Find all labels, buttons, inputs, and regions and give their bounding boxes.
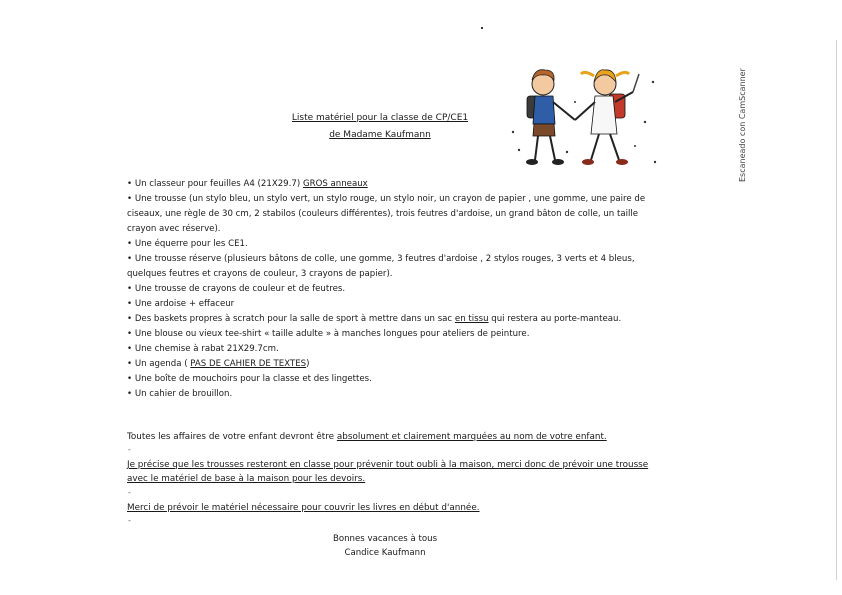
children-illustration [505, 62, 665, 178]
list-item: • Une trousse (un stylo bleu, un stylo vert, un stylo rouge, un stylo noir, un crayon de papier , une gomme, une paire de ciseaux, une règle de 30 cm, 2 stabilos (couleurs différentes), trois feutres d'ardoise, un grand bâton de colle, un taille crayon avec réserve). [127, 192, 647, 237]
separator-dash: - [128, 516, 131, 525]
list-item: • Une blouse ou vieux tee-shirt « taille adulte » à manches longues pour ateliers de peinture. [127, 327, 647, 342]
list-item: • Une boîte de mouchoirs pour la classe et des lingettes. [127, 372, 647, 387]
separator-dash: - [128, 445, 131, 454]
pencil-case-note: Je précise que les trousses resteront en classe pour prévenir tout oubli à la maison, merci donc de prévoir une trousse avec le matériel de base à la maison pour les devoirs. [127, 460, 649, 484]
list-item: • Des baskets propres à scratch pour la salle de sport à mettre dans un sac en tissu qui restera au porte-manteau. [127, 312, 647, 327]
scan-speck [481, 27, 483, 29]
supply-list [127, 177, 647, 402]
signature-name: Candice Kaufmann [344, 548, 426, 558]
closing-greeting: Bonnes vacances à tous [332, 534, 438, 544]
list-item: • Une équerre pour les CE1. [127, 237, 647, 252]
list-item: • Une ardoise + effaceur [127, 297, 647, 312]
book-cover-note: Merci de prévoir le matériel nécessaire pour couvrir les livres en début d'année. [127, 503, 480, 513]
separator-dash: - [128, 488, 131, 497]
labeling-note: Toutes les affaires de votre enfant devront être absolument et clairement marquées au nom de votre enfant. [127, 432, 607, 442]
document-title-line2: de Madame Kaufmann [329, 130, 431, 140]
list-item: • Un classeur pour feuilles A4 (21X29.7) GROS anneaux [127, 177, 647, 192]
document-title-line1: Liste matériel pour la classe de CP/CE1 [291, 113, 469, 123]
list-item: • Une trousse réserve (plusieurs bâtons de colle, une gomme, 3 feutres d'ardoise , 2 stylos rouges, 3 verts et 4 bleus, quelques feutres et crayons de couleur, 3 crayons de papier). [127, 252, 647, 282]
list-item: • Une trousse de crayons de couleur et de feutres. [127, 282, 647, 297]
list-item: • Une chemise à rabat 21X29.7cm. [127, 342, 647, 357]
list-item: • Un agenda ( PAS DE CAHIER DE TEXTES) [127, 357, 647, 372]
page-edge-line [836, 40, 837, 580]
list-item: • Un cahier de brouillon. [127, 387, 647, 402]
scanner-watermark: Escaneado con CamScanner [738, 68, 747, 182]
